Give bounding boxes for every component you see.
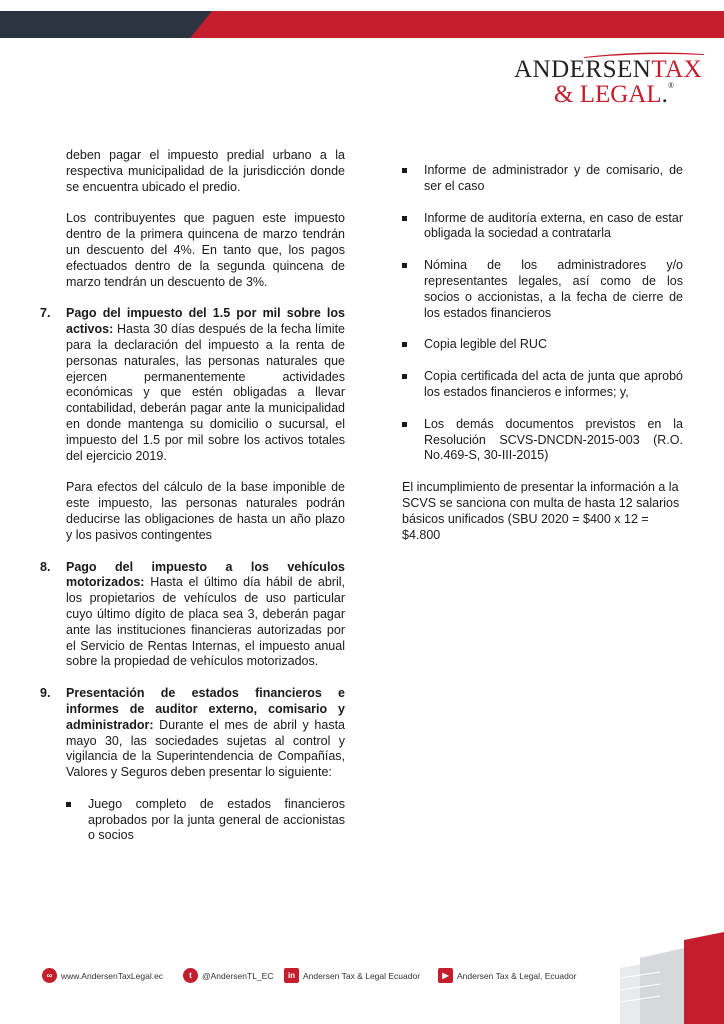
bullet-square-icon [402, 216, 407, 221]
item-text: Durante el mes de abril y hasta mayo 30, las sociedades sujetas al control y vigilancia de la Superintendencia de Compañías, Valores y Seguros deben presentar lo siguiente: [66, 717, 345, 780]
bullet-text: Juego completo de estados financieros aprobados por la junta general de accionistas o socios [88, 796, 345, 843]
item-text: Hasta el último día hábil de abril, los propietarios de vehículos de uso particular cuyo último dígito de placa sea 3, deberán pagar ante las instituciones financieras autorizadas por el Servicio de Rentas Internas, el impuesto anual sobre la propiedad de vehículos motorizados. [66, 575, 345, 669]
logo-word-andersen: ANDERSEN [514, 56, 652, 83]
item-number: 8. [40, 559, 51, 574]
logo-registered: ® [667, 81, 674, 90]
logo-word-legal: & LEGAL [554, 81, 662, 108]
right-column [402, 163, 683, 559]
footer [40, 968, 600, 988]
bullet-square-icon [402, 374, 407, 379]
paragraph-predial-2: Los contribuyentes que paguen este impuesto dentro de la primera quincena de marzo tendrán un descuento del 4%. En tanto que, los pagos efectuados dentro de la segunda quincena de marzo tendrán un descuento de 3%. [66, 211, 345, 289]
top-bar-red [190, 11, 724, 38]
bullet-item [402, 417, 683, 464]
bullet-item [402, 163, 683, 195]
bullet-text: Copia legible del RUC [424, 337, 547, 352]
logo-line-2 [554, 81, 674, 109]
item-text: Hasta 30 días después de la fecha límite para la declaración del impuesto a la renta de personas naturales, las personas naturales que ejercen permanentemente actividades económicas y que estén obligadas a llevar contabilidad, deberán pagar ante la municipalidad en donde mantenga su domicilio o sucursal, el impuesto del 1.5 por mil sobre los activos totales del ejercicio 2019. [66, 322, 345, 463]
footer-twitter-text: @AndersenTL_EC [202, 970, 274, 981]
list-item-9 [40, 686, 345, 781]
logo-line-1 [514, 56, 702, 84]
youtube-icon: ▶ [438, 968, 453, 983]
corner-decoration [600, 928, 724, 1024]
andersen-logo [514, 52, 704, 112]
bullet-item [402, 211, 683, 243]
list-item-8 [40, 559, 345, 671]
bullet-text: Los demás documentos previstos en la Resolución SCVS-DNCDN-2015-003 (R.O. No.469-S, 30-III-2015) [424, 416, 683, 463]
footer-web[interactable] [42, 968, 163, 983]
bullet-square-icon [402, 263, 407, 268]
paragraph-predial-1: deben pagar el impuesto predial urbano a la respectiva municipalidad de la jurisdicción donde se encuentra ubicado el predio. [66, 148, 345, 194]
item-title: Presentación de estados financieros e informes de auditor externo, comisario y administrador: [66, 686, 345, 732]
item-number: 9. [40, 686, 51, 701]
link-icon: ∞ [42, 968, 57, 983]
footer-twitter[interactable] [183, 968, 273, 983]
logo-dot: . [661, 81, 668, 108]
bullet-text: Informe de administrador y de comisario, de ser el caso [424, 163, 683, 193]
item-title: Pago del impuesto a los vehículos motorizados: [66, 559, 345, 590]
paragraph-item-7-detail: Para efectos del cálculo de la base imponible de este impuesto, las personas naturales podrán deducirse las obligaciones de hasta un año plazo y los pasivos contingentes [66, 480, 345, 542]
twitter-icon: t [183, 968, 198, 983]
bullet-text: Nómina de los administradores y/o representantes legales, así como de los socios o accionistas, a la fecha de cierre de los estados financieros [424, 258, 683, 320]
footer-youtube[interactable] [438, 968, 576, 983]
item-title: Pago del impuesto del 1.5 por mil sobre los activos: [66, 306, 345, 337]
bullet-item [402, 337, 683, 353]
item-number: 7. [40, 306, 51, 321]
list-item-7 [40, 306, 345, 464]
paragraph-closing: El incumplimiento de presentar la información a la SCVS se sanciona con multa de hasta 12 salarios básicos unificados (SBU 2020 = $400 x 12 = $4.800 [402, 480, 680, 542]
footer-web-text: www.AndersenTaxLegal.ec [61, 970, 164, 981]
left-bullet-list [66, 797, 345, 844]
bullet-item [402, 369, 683, 401]
footer-linkedin[interactable] [284, 968, 420, 983]
bullet-square-icon [66, 802, 71, 807]
linkedin-icon: in [284, 968, 299, 983]
bullet-square-icon [402, 168, 407, 173]
footer-youtube-text: Andersen Tax & Legal, Ecuador [457, 970, 577, 981]
footer-linkedin-text: Andersen Tax & Legal Ecuador [303, 970, 421, 981]
bullet-item [66, 797, 345, 844]
bullet-text: Copia certificada del acta de junta que aprobó los estados financieros e informes; y, [424, 369, 683, 399]
bullet-item [402, 258, 683, 321]
left-column [40, 148, 345, 860]
bullet-square-icon [402, 422, 407, 427]
bullet-square-icon [402, 342, 407, 347]
logo-word-tax: TAX [651, 56, 703, 83]
bullet-text: Informe de auditoría externa, en caso de estar obligada la sociedad a contratarla [424, 210, 683, 241]
